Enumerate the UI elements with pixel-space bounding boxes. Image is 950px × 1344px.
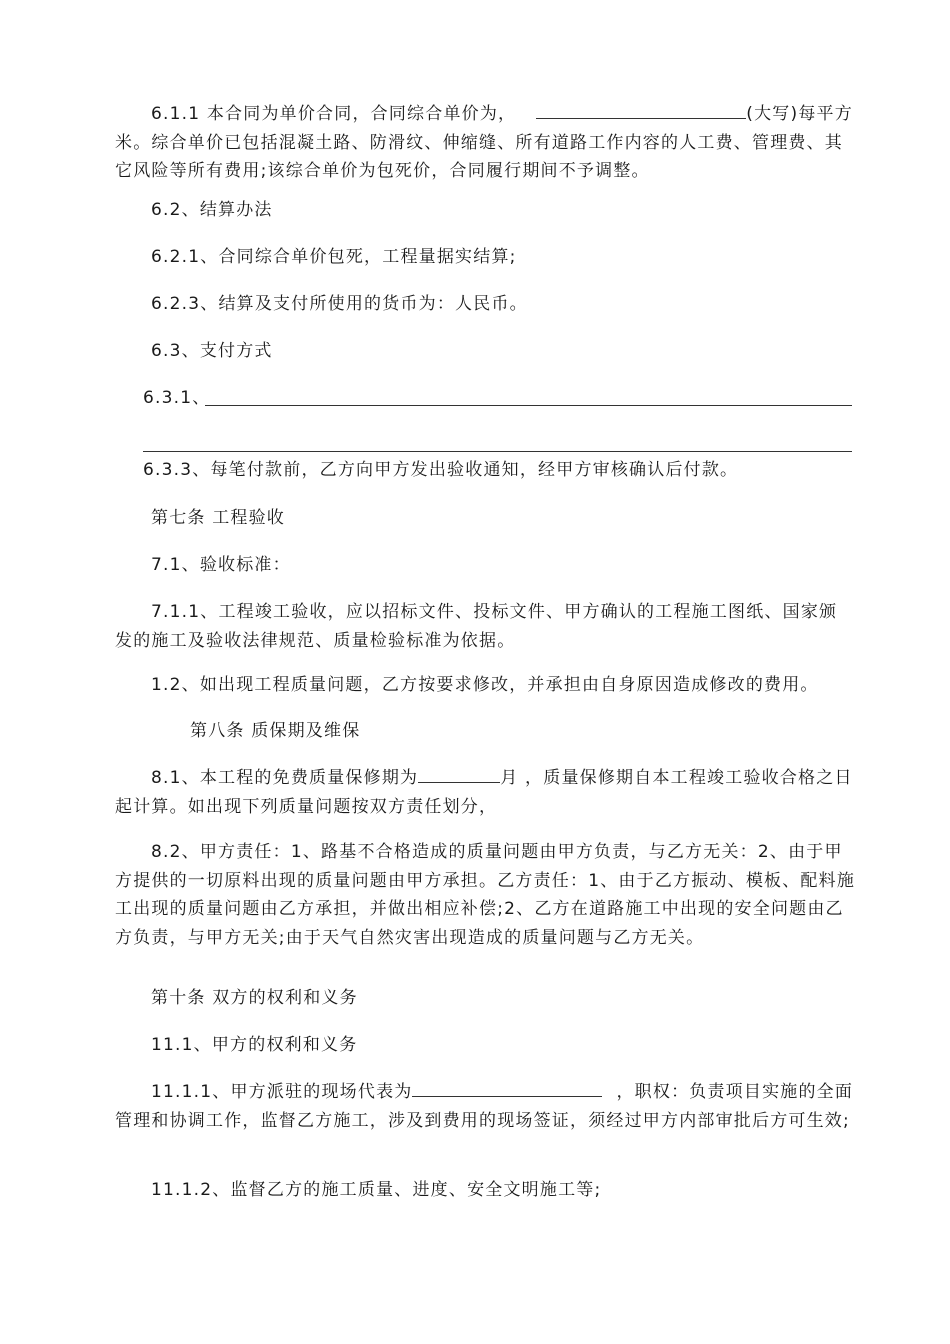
clause-11-1: 11.1、甲方的权利和义务 bbox=[151, 1035, 358, 1055]
clause-7-1: 7.1、验收标准： bbox=[151, 555, 291, 575]
clause-6-2: 6.2、结算办法 bbox=[151, 200, 273, 220]
clause-6-1-1-text-b: (大写)每平方米。综合单价已包括混凝土路、防滑纹、伸缩缝、所有道路工作内容的人工费、管理费、其它风险等所有费用;该综合单价为包死价，合同履行期间不予调整。 bbox=[115, 104, 853, 181]
clause-11-1-2: 11.1.2、监督乙方的施工质量、进度、安全文明施工等; bbox=[151, 1180, 602, 1200]
warranty-months-blank bbox=[418, 764, 500, 783]
site-representative-blank bbox=[412, 1078, 602, 1097]
clause-1-2: 1.2、如出现工程质量问题，乙方按要求修改，并承担由自身原因造成修改的费用。 bbox=[151, 675, 819, 695]
payment-blank-line-1 bbox=[205, 405, 852, 406]
clause-8-1 bbox=[115, 764, 855, 821]
clause-6-1-1 bbox=[115, 100, 855, 186]
clause-6-3-3: 6.3.3、每笔付款前，乙方向甲方发出验收通知，经甲方审核确认后付款。 bbox=[143, 460, 739, 480]
clause-6-1-1-text-a: 6.1.1 本合同为单价合同，合同综合单价为， bbox=[151, 104, 517, 124]
clause-6-3: 6.3、支付方式 bbox=[151, 341, 273, 361]
clause-8-1-text-a: 8.1、本工程的免费质量保修期为 bbox=[151, 768, 419, 788]
article-8-heading: 第八条 质保期及维保 bbox=[190, 721, 361, 741]
article-10-heading: 第十条 双方的权利和义务 bbox=[151, 988, 358, 1008]
clause-6-3-1: 6.3.1、 bbox=[143, 388, 211, 408]
clause-11-1-1-text-a: 11.1.1、甲方派驻的现场代表为 bbox=[151, 1082, 413, 1102]
clause-7-1-1: 7.1.1、工程竣工验收，应以招标文件、投标文件、甲方确认的工程施工图纸、国家颁发的施工及验收法律规范、质量检验标准为依据。 bbox=[115, 602, 838, 651]
clause-6-2-3: 6.2.3、结算及支付所使用的货币为：人民币。 bbox=[151, 294, 528, 314]
clause-6-2-1: 6.2.1、合同综合单价包死，工程量据实结算; bbox=[151, 247, 517, 267]
clause-8-2: 8.2、甲方责任：1、路基不合格造成的质量问题由甲方负责，与乙方无关：2、由于甲方提供的一切原料出现的质量问题由甲方承担。乙方责任：1、由于乙方振动、模板、配料施工出现的质量问题由乙方承担，并做出相应补偿;2、乙方在道路施工中出现的安全问题由乙方负责，与甲方无关;由于天气自然灾害出现造成的质量问题与乙方无关。 bbox=[115, 842, 856, 948]
payment-blank-line-2 bbox=[143, 451, 852, 452]
unit-price-blank bbox=[536, 100, 746, 119]
clause-11-1-1-text-b: ，职权：负责项目实施的全面管理和协调工作，监督乙方施工，涉及到费用的现场签证，须经过甲方内部审批后方可生效; bbox=[115, 1082, 854, 1131]
clause-11-1-1 bbox=[115, 1078, 855, 1135]
article-7-heading: 第七条 工程验收 bbox=[151, 508, 286, 528]
clause-8-1-text-b: 月 ，质量保修期自本工程竣工验收合格之日起计算。如出现下列质量问题按双方责任划分， bbox=[115, 768, 853, 817]
